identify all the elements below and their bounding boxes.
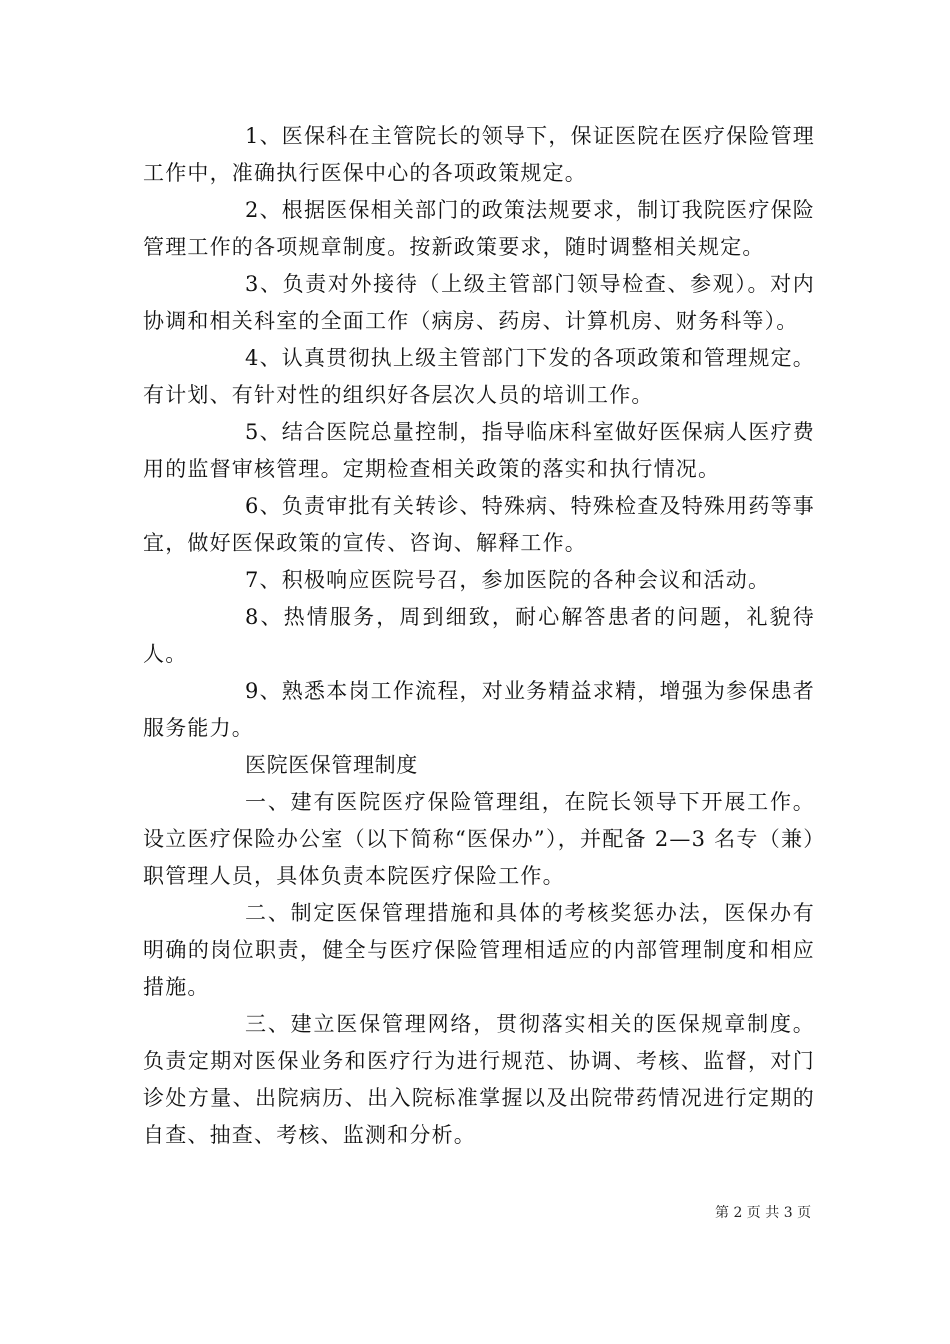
duty-item-3: 3、负责对外接待（上级主管部门领导检查、参观）。对内协调和相关科室的全面工作（病房、药房、计算机房、财务科等）。 xyxy=(143,272,815,333)
duty-item-1: 1、医保科在主管院长的领导下，保证医院在医疗保险管理工作中，准确执行医保中心的各项政策规定。 xyxy=(143,124,815,185)
duty-item-2: 2、根据医保相关部门的政策法规要求，制订我院医疗保险管理工作的各项规章制度。按新政策要求，随时调整相关规定。 xyxy=(143,198,815,259)
duty-item-5: 5、结合医院总量控制，指导临床科室做好医保病人医疗费用的监督审核管理。定期检查相关政策的落实和执行情况。 xyxy=(143,420,815,481)
policy-item-1: 一、建有医院医疗保险管理组，在院长领导下开展工作。设立医疗保险办公室（以下简称“医保办”），并配备 2—3 名专（兼）职管理人员，具体负责本院医疗保险工作。 xyxy=(143,790,815,888)
duty-item-8: 8、热情服务，周到细致，耐心解答患者的问题，礼貌待人。 xyxy=(143,605,815,666)
policy-item-2: 二、制定医保管理措施和具体的考核奖惩办法，医保办有明确的岗位职责，健全与医疗保险管理相适应的内部管理制度和相应措施。 xyxy=(143,901,815,999)
section-heading: 医院医保管理制度 xyxy=(245,753,418,777)
duty-item-6: 6、负责审批有关转诊、特殊病、特殊检查及特殊用药等事宜，做好医保政策的宣传、咨询、解释工作。 xyxy=(143,494,815,555)
document-body xyxy=(143,118,815,1154)
duty-item-4: 4、认真贯彻执上级主管部门下发的各项政策和管理规定。有计划、有针对性的组织好各层次人员的培训工作。 xyxy=(143,346,815,407)
duty-item-9: 9、熟悉本岗工作流程，对业务精益求精，增强为参保患者服务能力。 xyxy=(143,679,815,740)
duty-item-7: 7、积极响应医院号召，参加医院的各种会议和活动。 xyxy=(245,568,771,592)
page-number: 第 2 页 共 3 页 xyxy=(715,1205,812,1221)
policy-item-3: 三、建立医保管理网络，贯彻落实相关的医保规章制度。负责定期对医保业务和医疗行为进行规范、协调、考核、监督，对门诊处方量、出院病历、出入院标准掌握以及出院带药情况进行定期的自查、抽查、考核、监测和分析。 xyxy=(143,1012,815,1147)
